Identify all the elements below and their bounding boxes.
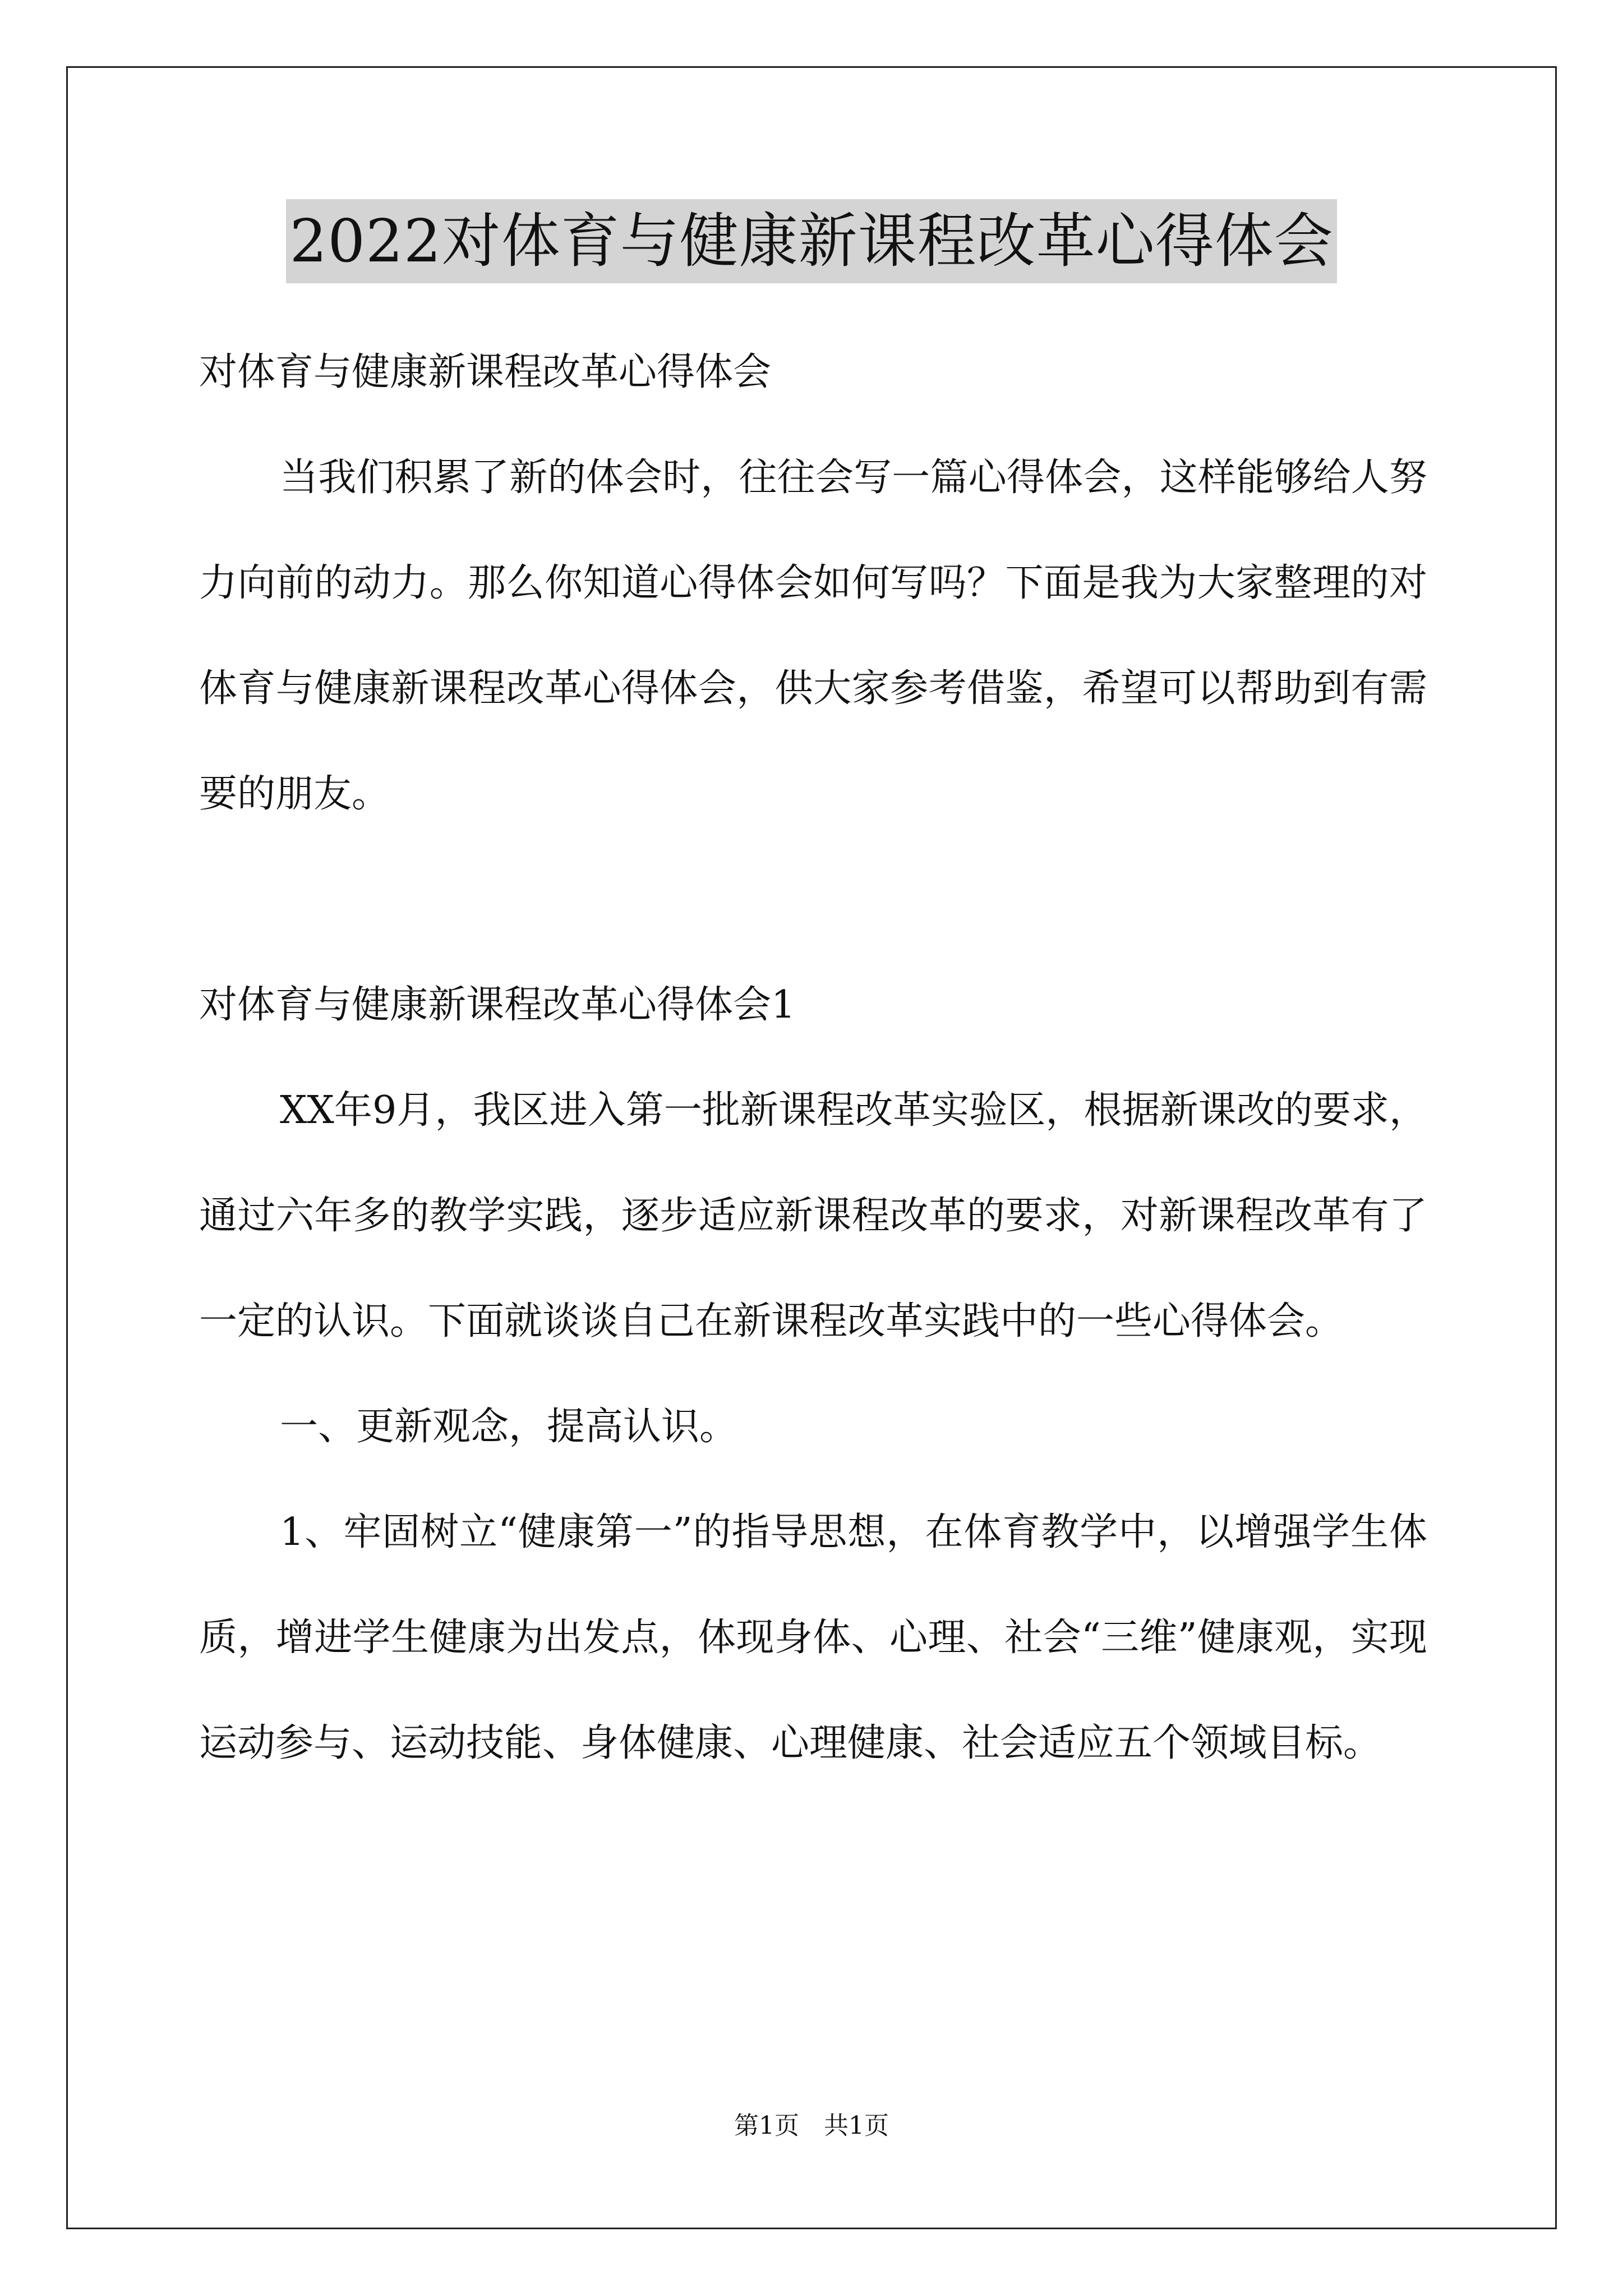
intro-paragraph: 当我们积累了新的体会时，往往会写一篇心得体会，这样能够给人努力向前的动力。那么你知道心得体会如何写吗？下面是我为大家整理的对体育与健康新课程改革心得体会，供大家参考借鉴，希望可以帮助到有需要的朋友。 [199, 455, 1427, 816]
body-paragraph: 1、牢固树立“健康第一”的指导思想，在体育教学中，以增强学生体质，增进学生健康为出发点，体现身体、心理、社会“三维”健康观，实现运动参与、运动技能、身体健康、心理健康、社会适应五个领域目标。 [199, 1510, 1427, 1765]
page-footer: 第1页 共1页 [734, 2111, 889, 2140]
document-body [199, 320, 1427, 1796]
body-paragraph: XX年9月，我区进入第一批新课程改革实验区，根据新课改的要求，通过六年多的教学实践，逐步适应新课程改革的要求，对新课程改革有了一定的认识。下面就谈谈自己在新课程改革实践中的一些心得体会。 [199, 1088, 1427, 1343]
section-heading: 对体育与健康新课程改革心得体会1 [199, 983, 796, 1027]
paragraph-gap [199, 847, 1427, 953]
document-subtitle: 对体育与健康新课程改革心得体会 [199, 350, 772, 394]
document-title: 2022对体育与健康新课程改革心得体会 [286, 199, 1336, 283]
body-paragraph: 一、更新观念，提高认识。 [280, 1405, 738, 1449]
title-area [0, 199, 1623, 283]
